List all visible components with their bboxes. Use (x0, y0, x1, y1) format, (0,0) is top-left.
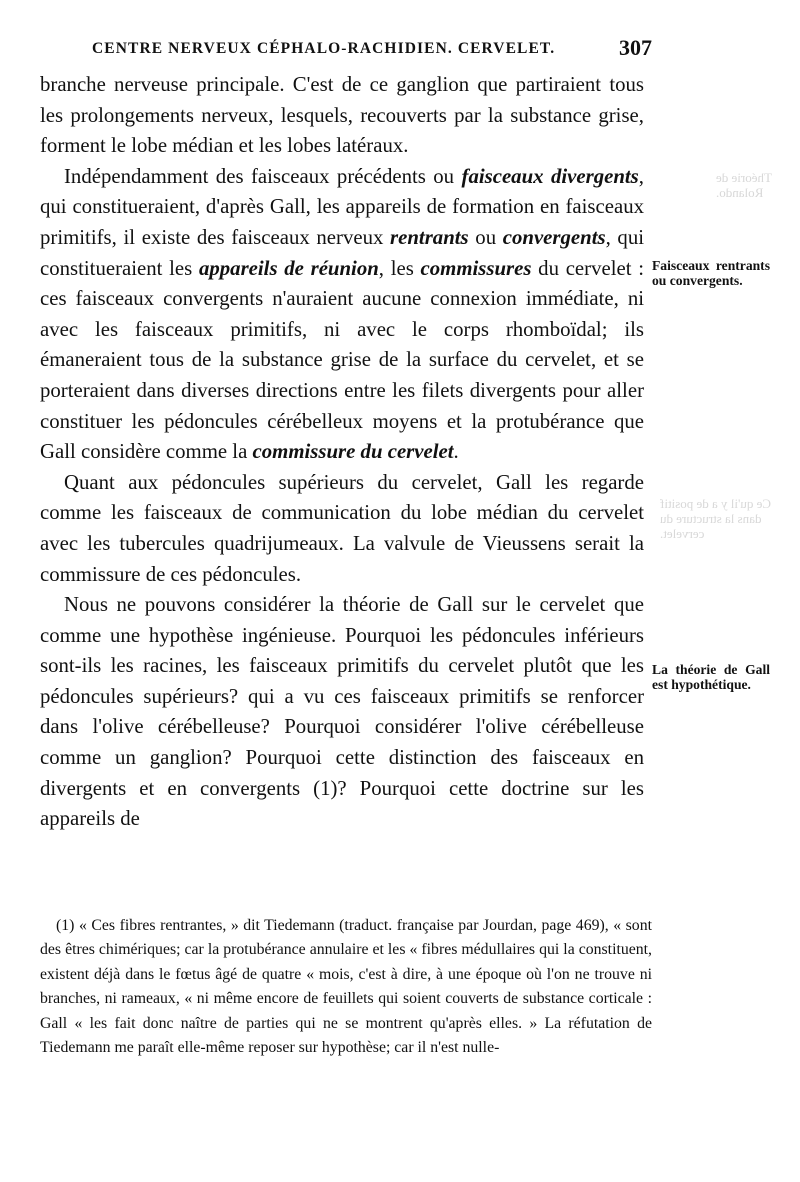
text-run: , qui constitueraient les (40, 225, 645, 280)
emphasis: commissure du cervelet (252, 440, 454, 464)
page-header (92, 35, 652, 68)
show-through-text (660, 496, 792, 541)
paragraph: branche nerveuse principale. C'est de ce ganglion que partiraient tous les prolongements nerveux, lesquels, recouverts par la substance grise, forment le lobe médian et les lobes latéraux. (40, 73, 644, 158)
footnote: (1) « Ces fibres rentrantes, » dit Tiedemann (traduct. française par Jourdan, page 469), « sont des êtres chimériques; car la protubérance annulaire et les « fibres médullaires qui la constituent, existent déjà dans le fœtus âgé de quatre « mois, c'est à dire, à une époque où l'on ne trouve ni branches, ni rameaux, « ni même encore de feuillets qui soient couverts de substance corticale : Gall « les fait donc naître de parties qui ne se montrent qu'après elles. » La réfutation de Tiedemann me paraît elle-même reposer sur hypothèse; car il n'est nulle- (40, 917, 652, 1057)
text-run: du cervelet : ces faisceaux convergents n'auraient aucune connexion immédiate, ni avec les faisceaux primitifs, ni avec le corps rhomboïdal; ils émaneraient tous de la substance grise de la surface du cervelet, et se porteraient dans diverses directions entre les filets divergents pour aller constituer les pédoncules cérébelleux moyens et la protubérance que Gall considère comme la (40, 256, 644, 464)
show-through-note: Théorie de Rolando. (716, 170, 772, 200)
margin-note: La théorie de Gall est hypothétique. (652, 662, 770, 692)
footnotes (40, 914, 652, 1060)
emphasis: commissures (420, 256, 532, 280)
margin-note: Faisceaux rentrants ou convergents. (652, 258, 770, 288)
show-through-text (716, 170, 792, 200)
paragraph: Quant aux pédoncules supérieurs du cervelet, Gall les regarde comme les faisceaux de communication du lobe médian du cervelet avec les tubercules quadrijumeaux. La valvule de Vieussens serait la commissure de ces pédoncules. (40, 470, 644, 586)
show-through-note: Ce qu'il y a de positif dans la structure du cervelet. (660, 496, 772, 541)
running-head: CENTRE NERVEUX CÉPHALO-RACHIDIEN. CERVELET. (92, 40, 556, 57)
emphasis: faisceaux divergents (461, 164, 639, 188)
page-number: 307 (619, 35, 652, 60)
emphasis: convergents (502, 225, 606, 249)
text-run: , les (378, 256, 421, 280)
text-run: ou (468, 225, 503, 249)
paragraph: Nous ne pouvons considérer la théorie de Gall sur le cervelet que comme une hypothèse ingénieuse. Pourquoi les pédoncules inférieurs sont-ils les racines, les faisceaux primitifs du cervelet plutôt que les pédoncules supérieurs? qui a vu ces faisceaux primitifs se renforcer dans l'olive cérébelleuse? Pourquoi considérer l'olive cérébelleuse comme un ganglion? Pourquoi cette distinction des faisceaux en divergents et en convergents (1)? Pourquoi cette doctrine sur les appareils de (40, 593, 644, 831)
text-run: Indépendamment des faisceaux précédents ou (64, 164, 462, 188)
emphasis: appareils de réunion (198, 256, 379, 280)
text-run: . (453, 440, 459, 464)
paragraph (40, 162, 644, 468)
emphasis: rentrants (390, 225, 469, 249)
main-text (40, 70, 644, 835)
text-run: , qui constitueraient, d'après Gall, les appareils de formation en faisceaux primitifs, il existe des faisceaux nerveux (40, 164, 644, 249)
